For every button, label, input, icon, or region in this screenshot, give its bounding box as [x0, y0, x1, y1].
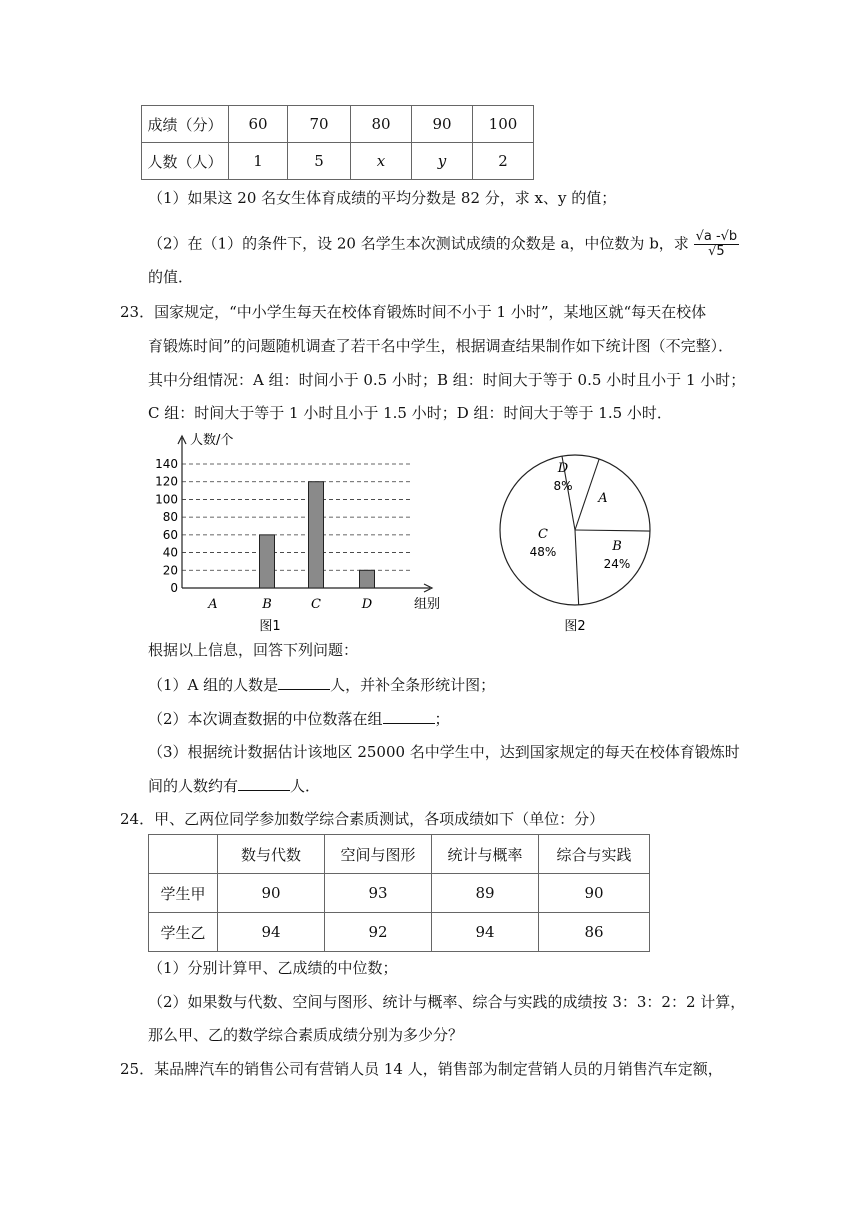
table-cell: 100 — [473, 106, 534, 143]
q23-line-3: 其中分组情况：A 组：时间小于 0.5 小时；B 组：时间大于等于 0.5 小时且小于 1 小时； — [148, 371, 746, 389]
table-cell: 89 — [432, 874, 539, 913]
bar-C — [309, 482, 324, 588]
y-tick-label: 60 — [162, 527, 178, 542]
table-cell: 90 — [218, 874, 325, 913]
q25-stem: 25．某品牌汽车的销售公司有营销人员 14 人，销售部为制定营销人员的月销售汽车定额， — [120, 1060, 723, 1078]
header-cell: 空间与图形 — [325, 835, 432, 874]
table-cell: 92 — [325, 913, 432, 952]
header-cell: 数与代数 — [218, 835, 325, 874]
table-cell: 93 — [325, 874, 432, 913]
q22-part2-text: （2）在（1）的条件下，设 20 名学生本次测试成绩的众数是 a，中位数为 b，求 — [148, 234, 689, 253]
y-tick-label: 100 — [155, 492, 178, 507]
row-header: 学生乙 — [149, 913, 218, 952]
table-row — [142, 143, 534, 180]
x-axis-title: 组别 — [414, 597, 441, 612]
q23-q1-text-end: 人，并补全条形统计图； — [330, 676, 496, 694]
y-axis-title: 人数/个 — [190, 433, 234, 448]
x-tick-label: D — [361, 597, 373, 612]
table-cell: 70 — [288, 106, 351, 143]
q24-stem: 24．甲、乙两位同学参加数学综合素质测试，各项成绩如下（单位：分） — [120, 810, 605, 828]
q23-intro: 根据以上信息，回答下列问题： — [148, 641, 359, 659]
y-tick-label: 0 — [170, 581, 178, 595]
q22-part2-end: 的值． — [148, 268, 194, 286]
q23-q1 — [148, 673, 495, 696]
table-cell: y — [412, 143, 473, 180]
pie-percent-D: 8% — [553, 479, 573, 493]
table-cell: x — [351, 143, 412, 180]
table-row — [149, 835, 650, 874]
table-cell: 2 — [473, 143, 534, 180]
row-header: 学生甲 — [149, 874, 218, 913]
q23-q3-cont — [148, 774, 320, 797]
pie-label-D: D — [557, 461, 569, 476]
bar-D — [360, 570, 375, 588]
figure-caption: 图1 — [259, 619, 281, 634]
q23-line-2: 育锻炼时间”的问题随机调查了若干名中学生，根据调查结果制作如下统计图（不完整）． — [148, 337, 734, 355]
q23-q1-text: （1）A 组的人数是 — [148, 676, 279, 694]
score-table — [141, 105, 534, 180]
bar-chart — [145, 430, 465, 635]
q22-part1: （1）如果这 20 名女生体育成绩的平均分数是 82 分，求 x、y 的值； — [148, 189, 617, 207]
answer-blank[interactable] — [238, 774, 290, 791]
table-cell: 1 — [229, 143, 288, 180]
y-tick-label: 80 — [162, 510, 178, 525]
table-row — [142, 106, 534, 143]
q23-q3: （3）根据统计数据估计该地区 25000 名中学生中，达到国家规定的每天在校体育锻炼时 — [148, 743, 740, 761]
table-cell: 90 — [412, 106, 473, 143]
pie-label-A: A — [598, 491, 608, 506]
row-header: 成绩（分） — [142, 106, 229, 143]
x-tick-label: C — [311, 597, 321, 612]
y-tick-label: 120 — [155, 474, 178, 489]
pie-chart — [490, 430, 670, 635]
q23-line-4: C 组：时间大于等于 1 小时且小于 1.5 小时；D 组：时间大于等于 1.5 小时． — [148, 404, 672, 422]
y-tick-label: 20 — [162, 563, 178, 578]
q23-q3-text-end: 人． — [290, 777, 321, 795]
row-header: 人数（人） — [142, 143, 229, 180]
fraction-numerator: √a -√b — [695, 229, 738, 244]
table-row — [149, 913, 650, 952]
q24-part2-cont: 那么甲、乙的数学综合素质成绩分别为多少分？ — [148, 1026, 464, 1044]
table-cell: 80 — [351, 106, 412, 143]
figure-caption: 图2 — [564, 619, 586, 634]
q23-q2 — [148, 707, 450, 730]
header-cell: 综合与实践 — [539, 835, 650, 874]
pie-percent-B: 24% — [603, 557, 631, 571]
subject-score-table — [148, 834, 650, 952]
table-cell: 5 — [288, 143, 351, 180]
bar-B — [260, 535, 275, 588]
y-tick-label: 40 — [162, 545, 178, 560]
x-tick-label: A — [208, 597, 218, 612]
header-cell: 统计与概率 — [432, 835, 539, 874]
q24-part1: （1）分别计算甲、乙成绩的中位数； — [148, 959, 398, 977]
table-cell: 94 — [218, 913, 325, 952]
answer-blank[interactable] — [278, 673, 330, 690]
q24-part2: （2）如果数与代数、空间与图形、统计与概率、综合与实践的成绩按 3：3：2：2 计算， — [148, 993, 746, 1011]
q23-q3-text: 间的人数约有 — [148, 777, 239, 795]
table-cell: 90 — [539, 874, 650, 913]
x-tick-label: B — [262, 597, 272, 612]
pie-label-C: C — [538, 527, 548, 542]
fraction-denominator: √5 — [708, 244, 725, 259]
sqrt-fraction — [694, 230, 740, 259]
table-cell: 94 — [432, 913, 539, 952]
answer-blank[interactable] — [383, 707, 435, 724]
pie-label-B: B — [612, 539, 622, 554]
q23-q2-text: （2）本次调查数据的中位数落在组 — [148, 710, 383, 728]
table-cell: 60 — [229, 106, 288, 143]
q22-part2 — [148, 230, 739, 259]
table-row — [149, 874, 650, 913]
y-tick-label: 140 — [155, 457, 178, 471]
pie-percent-C: 48% — [529, 545, 557, 559]
q23-q2-text-end: ； — [434, 710, 450, 728]
header-cell — [149, 835, 218, 874]
table-cell: 86 — [539, 913, 650, 952]
q23-line-1: 23．国家规定，“中小学生每天在校体育锻炼时间不小于 1 小时”，某地区就“每天在校体 — [120, 303, 707, 321]
